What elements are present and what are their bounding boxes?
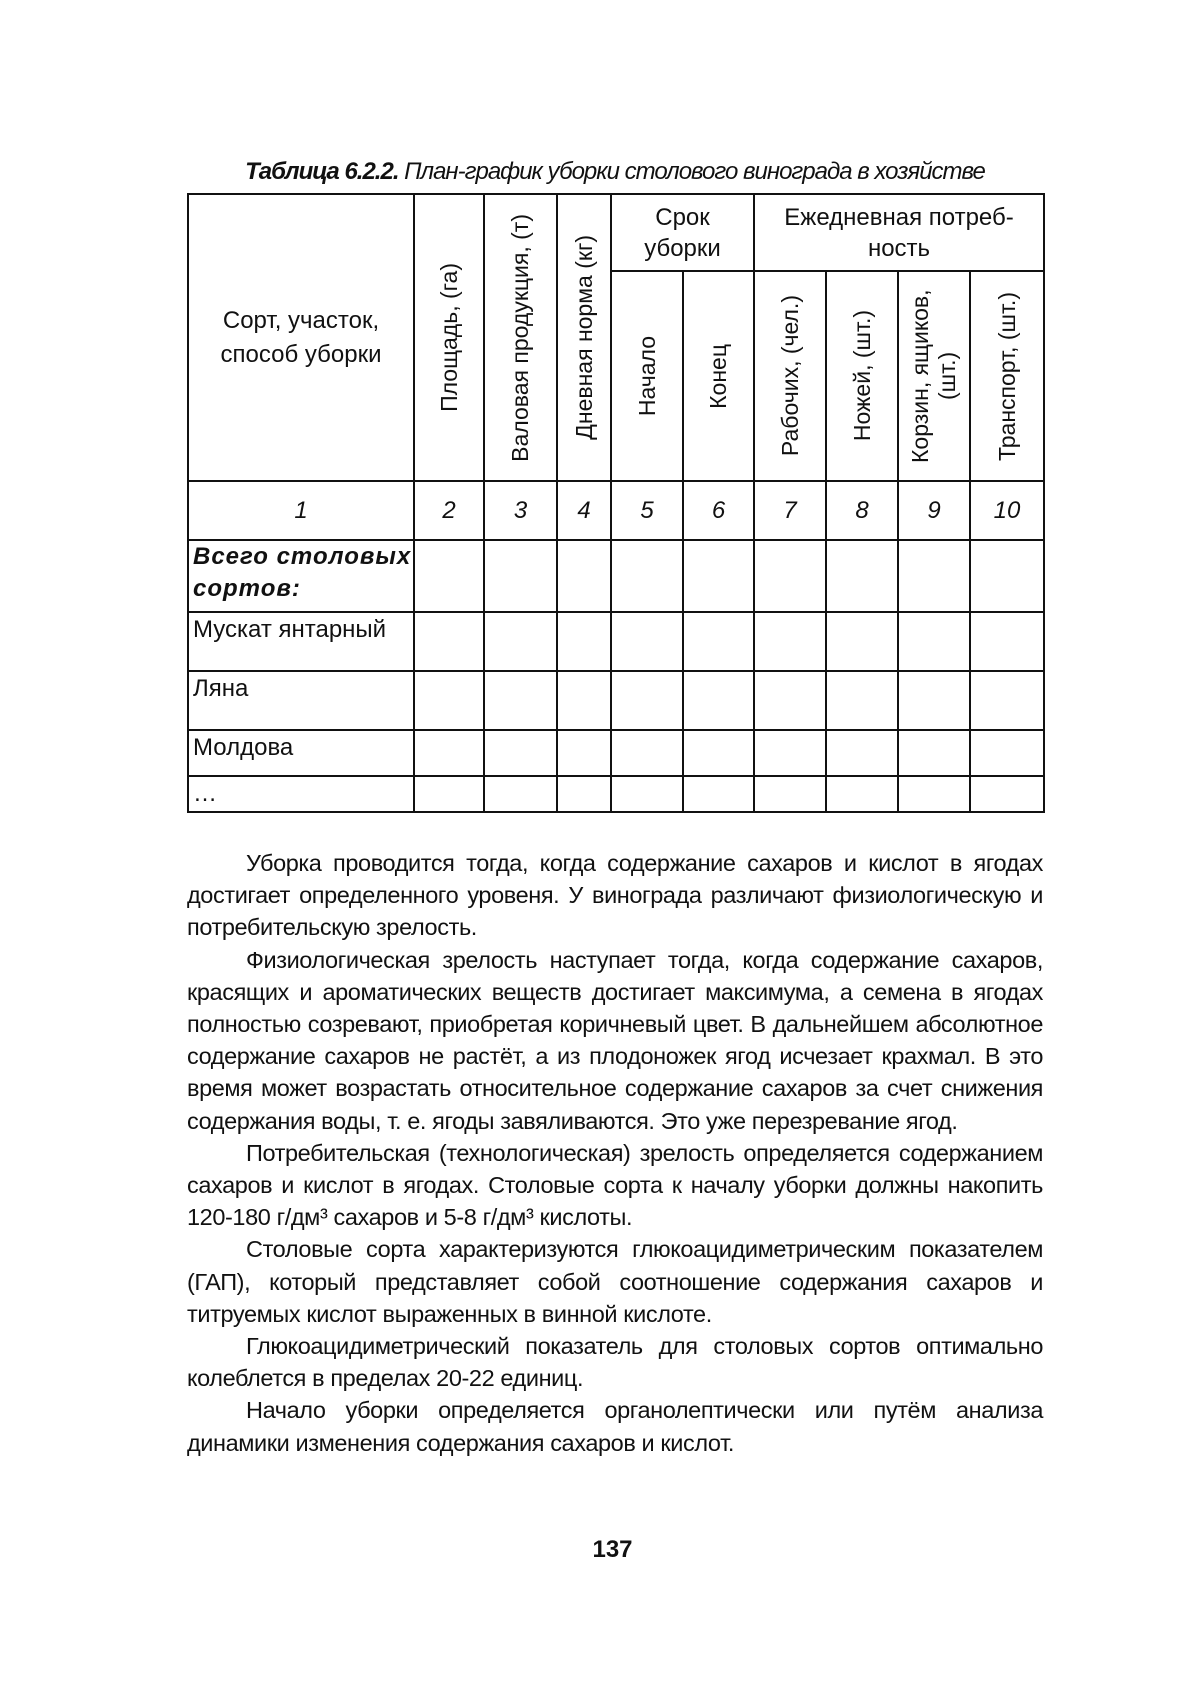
paragraph: Начало уборки определяется органолептически или путём анализа динамики изменения содержания сахаров и кислот. — [187, 1397, 1043, 1456]
table-row — [188, 540, 1044, 612]
table-caption-label: Таблица 6.2.2. — [245, 158, 399, 185]
paragraph: Столовые сорта характеризуются глюкоацидиметрическим показателем (ГАП), который представляет собой соотношение содержания сахаров и титруемых кислот выраженных в винной кислоте. — [187, 1236, 1043, 1327]
table-row — [188, 776, 1044, 812]
column-number: 6 — [683, 481, 754, 540]
header-baskets: Корзин, ящиков, (шт.) — [898, 271, 970, 481]
column-number-row — [188, 481, 1044, 540]
paragraph: Глюкоацидиметрический показатель для столовых сортов оптимально колеблется в пределах 20-22 единиц. — [187, 1333, 1043, 1392]
column-number: 10 — [970, 481, 1044, 540]
header-start: Начало — [611, 271, 683, 481]
paragraph: Физиологическая зрелость наступает тогда, когда содержание сахаров, красящих и ароматических веществ достигает максимума, а семена в ягодах полностью созревают, приобретая коричневый цвет. В дальнейшем абсолютное содержание сахаров не растёт, а из плодоножек ягод исчезает крахмал. В это время может возрастать относительное содержание сахаров за счет снижения содержания воды, т. е. ягоды завяливаются. Это уже перезревание ягод. — [187, 946, 1043, 1134]
row-label: Молдова — [188, 730, 414, 776]
column-number: 7 — [754, 481, 826, 540]
table-row — [188, 612, 1044, 671]
header-daily-group: Ежедневная потреб-ность — [754, 194, 1044, 271]
header-end: Конец — [683, 271, 754, 481]
row-label: Ляна — [188, 671, 414, 730]
header-workers: Рабочих, (чел.) — [754, 271, 826, 481]
column-number: 5 — [611, 481, 683, 540]
paragraph: Потребительская (технологическая) зрелость определяется содержанием сахаров и кислот в ягодах. Столовые сорта к началу уборки должны накопить 120-180 г/дм³ сахаров и 5-8 г/дм³ кислоты. — [187, 1139, 1043, 1231]
table-row — [188, 671, 1044, 730]
table-caption — [190, 158, 1040, 186]
body-text — [187, 847, 1043, 1459]
column-number: 2 — [414, 481, 484, 540]
header-daily-norm: Дневная норма (кг) — [557, 194, 611, 481]
table-row — [188, 730, 1044, 776]
header-term-group: Срок уборки — [611, 194, 754, 271]
row-label: … — [188, 776, 414, 812]
paragraph: Уборка проводится тогда, когда содержание сахаров и кислот в ягодах достигает определенного уровеня. У винограда различают физиологическую и потребительскую зрелость. — [187, 850, 1043, 941]
header-gross: Валовая продукция, (т) — [484, 194, 557, 481]
header-transport: Транспорт, (шт.) — [970, 271, 1044, 481]
row-label: Мускат янтарный — [188, 612, 414, 671]
page-number: 137 — [592, 1536, 633, 1563]
table-caption-title: План-график уборки столового винограда в хозяйстве — [404, 158, 985, 185]
column-number: 9 — [898, 481, 970, 540]
column-number: 1 — [188, 481, 414, 540]
column-number: 3 — [484, 481, 557, 540]
column-number: 8 — [826, 481, 898, 540]
column-number: 4 — [557, 481, 611, 540]
header-sort: Сорт, участок, способ уборки — [188, 194, 414, 481]
header-area: Площадь, (га) — [414, 194, 484, 481]
row-label-total: Всего столовых сортов: — [188, 540, 414, 612]
header-knives: Ножей, (шт.) — [826, 271, 898, 481]
harvest-plan-table — [187, 193, 1045, 813]
